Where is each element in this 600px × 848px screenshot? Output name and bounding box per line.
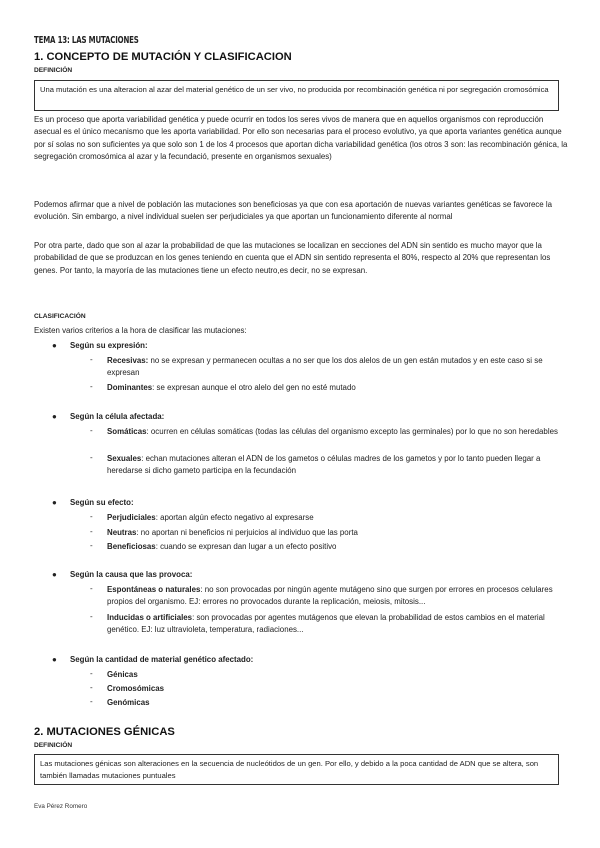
dash-icon: - [90, 669, 93, 678]
dash-icon: - [90, 426, 93, 435]
criterion-item: Sexuales: echan mutaciones alteran el ADN de los gametos o células madres de los gametos y por lo tanto pueden llegar a heredarse si dicho gameto participa en la fecundación [107, 454, 541, 476]
criterion-item: Somáticas: ocurren en células somáticas (todas las células del organismo excepto las germinales) por lo que no son heredables [107, 427, 558, 436]
criterion-item: Dominantes: se expresan aunque el otro alelo del gen no esté mutado [107, 383, 356, 392]
criterion-causa: Según la causa que las provoca: [70, 570, 193, 579]
criterion-celula: Según la célula afectada: [70, 412, 165, 421]
section2-definition-text: Las mutaciones génicas son alteraciones en la secuencia de nucleótidos de un gen. Por ello, y debido a la poca cantidad de ADN que se altera, son también llamadas mutaciones puntuales [40, 759, 539, 780]
criterion-item: Espontáneas o naturales: no son provocadas por ningún agente mutágeno sino que surgen por errores en procesos celulares propios del organismo. EJ: errores no provocados durante la replicación, meiosis, mitosis... [107, 585, 553, 607]
criterion-item: Génicas [107, 670, 138, 679]
bullet-icon: ● [52, 341, 57, 350]
footer-author: Eva Pérez Romero [34, 803, 88, 810]
criterion-expresion: Según su expresión: [70, 341, 148, 350]
dash-icon: - [90, 541, 93, 550]
criterion-item: Cromosómicas [107, 684, 165, 693]
criterion-item: Beneficiosas: cuando se expresan dan lugar a un efecto positivo [107, 542, 337, 551]
dash-icon: - [90, 584, 93, 593]
criterion-item: Inducidas o artificiales: son provocadas por agentes mutágenos que elevan la probabilidad de estos cambios en el material genético. EJ: luz ultravioleta, temperatura, radiaciones... [107, 613, 545, 635]
classification-intro: Existen varios criterios a la hora de clasificar las mutaciones: [34, 326, 247, 335]
dash-icon: - [90, 512, 93, 521]
bullet-icon: ● [52, 655, 57, 664]
dash-icon: - [90, 355, 93, 364]
section1-definition-text: Una mutación es una alteracion al azar del material genético de un ser vivo, no producida por recombinación genética ni por segregación cromosómica [40, 85, 549, 94]
dash-icon: - [90, 612, 93, 621]
section1-definition-box [34, 80, 559, 111]
section2-definition-box [34, 754, 559, 785]
dash-icon: - [90, 453, 93, 462]
bullet-icon: ● [52, 412, 57, 421]
classification-label: CLASIFICACIÓN [34, 313, 86, 320]
section1-paragraph-2: Podemos afirmar que a nivel de población las mutaciones son beneficiosas ya que con esa aportación de nuevas variantes genéticas se favorece la evolución. Sin embargo, a nivel individual suelen ser perjudiciales ya que aportan un funcionamiento diferente al normal [34, 200, 553, 222]
dash-icon: - [90, 697, 93, 706]
criterion-item: Neutras: no aportan ni beneficios ni perjuicios al individuo que las porta [107, 528, 358, 537]
criterion-item: Genómicas [107, 698, 150, 707]
topic-title: TEMA 13: LAS MUTACIONES [34, 35, 139, 46]
section2-title: 2. MUTACIONES GÉNICAS [34, 726, 175, 738]
criterion-item: Recesivas: no se expresan y permanecen ocultas a no ser que los dos alelos de un gen están mutados y en este caso si se expresan [107, 356, 543, 378]
dash-icon: - [90, 382, 93, 391]
bullet-icon: ● [52, 570, 57, 579]
dash-icon: - [90, 683, 93, 692]
criterion-efecto: Según su efecto: [70, 498, 134, 507]
criterion-cantidad: Según la cantidad de material genético afectado: [70, 655, 254, 664]
bullet-icon: ● [52, 498, 57, 507]
section1-paragraph-3: Por otra parte, dado que son al azar la probabilidad de que las mutaciones se localizan en secciones del ADN sin sentido es mucho mayor que la probabilidad de que se produzcan en los genes teniendo en cuenta que el ADN sin sentido representa el 80%, respecto al 20% que representan los genes. Por tanto, la mayoría de las mutaciones tiene un efecto neutro,es decir, no se expresan. [34, 241, 551, 275]
section1-title: 1. CONCEPTO DE MUTACIÓN Y CLASIFICACION [34, 51, 292, 63]
section2-definition-label: DEFINICIÓN [34, 742, 73, 749]
criterion-item: Perjudiciales: aportan algún efecto negativo al expresarse [107, 513, 314, 522]
section1-paragraph-1: Es un proceso que aporta variabilidad genética y puede ocurrir en todos los seres vivos de manera que en aquellos organismos con reproducción asecual es el único mecanismo que les aporta variabilidad. Por ello son necesarias para el proceso evolutivo, ya que aporta variantes genética aunque por sí solas no son suficientes ya que solo son 1 de los 4 procesos que aportan dicha variabilidad genética (los otros 3 son: las recombinación génica, la segregación cromosómica al azar y la fecundació, presente en organismos sexuales) [34, 115, 568, 162]
dash-icon: - [90, 527, 93, 536]
section1-definition-label: DEFINICIÓN [34, 67, 73, 74]
